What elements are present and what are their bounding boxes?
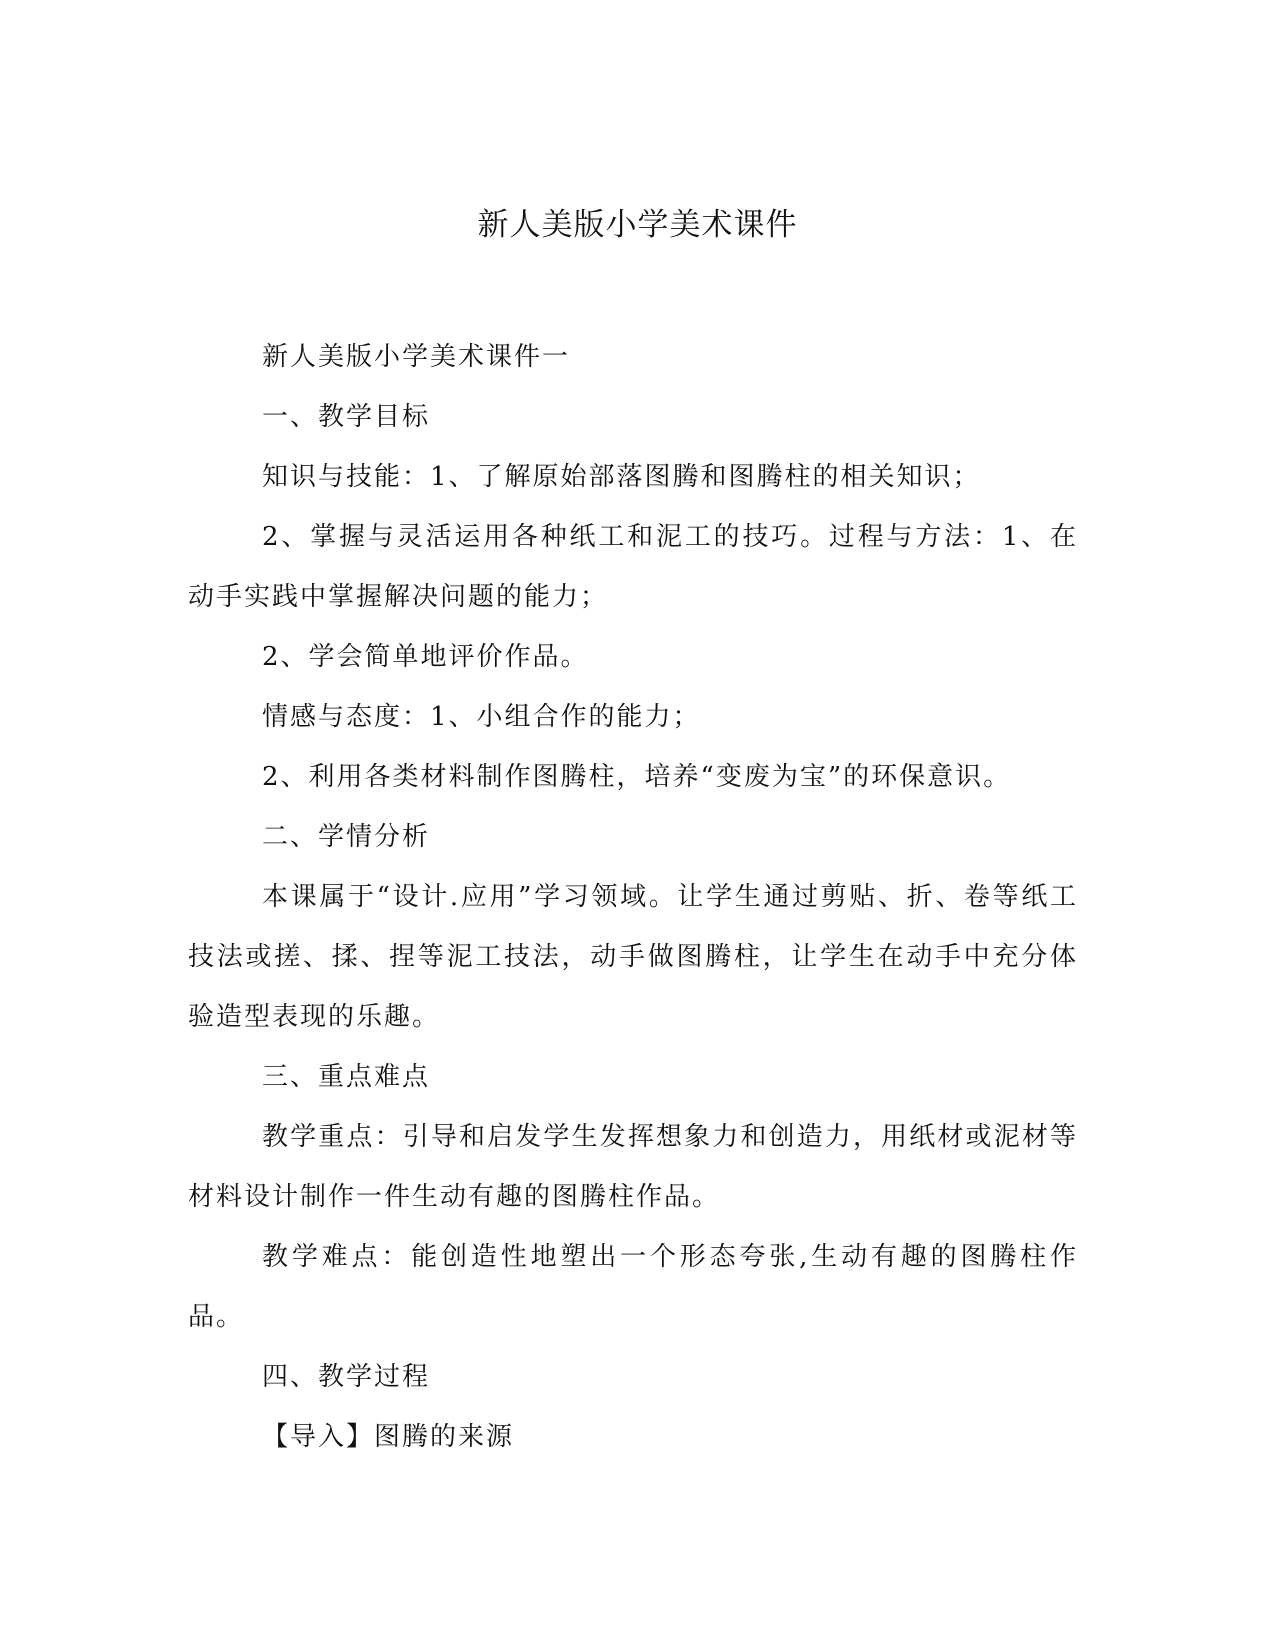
- section-heading: 四、教学过程: [262, 1362, 431, 1392]
- paragraph: 本课属于“设计.应用”学习领域。让学生通过剪贴、折、卷等纸工技法或搓、揉、捏等泥工技法，动手做图腾柱，让学生在动手中充分体验造型表现的乐趣。: [188, 882, 1078, 1032]
- section-heading: 新人美版小学美术课件一: [262, 342, 571, 372]
- paragraph: 情感与态度：1、小组合作的能力；: [262, 702, 701, 732]
- section-heading: 一、教学目标: [262, 402, 431, 432]
- section-heading: 三、重点难点: [262, 1062, 431, 1092]
- document-body: [188, 327, 1078, 1467]
- paragraph: 教学难点：能创造性地塑出一个形态夸张,生动有趣的图腾柱作品。: [188, 1242, 1078, 1332]
- paragraph: 【导入】图腾的来源: [262, 1422, 515, 1452]
- paragraph: 2、掌握与灵活运用各种纸工和泥工的技巧。过程与方法：1、在动手实践中掌握解决问题的能力；: [188, 522, 1078, 612]
- paragraph: 知识与技能：1、了解原始部落图腾和图腾柱的相关知识；: [262, 462, 981, 492]
- document-title: 新人美版小学美术课件: [477, 207, 798, 243]
- paragraph: 2、利用各类材料制作图腾柱，培养“变废为宝”的环保意识。: [262, 762, 1012, 792]
- paragraph: 教学重点：引导和启发学生发挥想象力和创造力，用纸材或泥材等材料设计制作一件生动有趣的图腾柱作品。: [188, 1122, 1078, 1212]
- section-heading: 二、学情分析: [262, 822, 431, 852]
- paragraph: 2、学会简单地评价作品。: [262, 642, 589, 672]
